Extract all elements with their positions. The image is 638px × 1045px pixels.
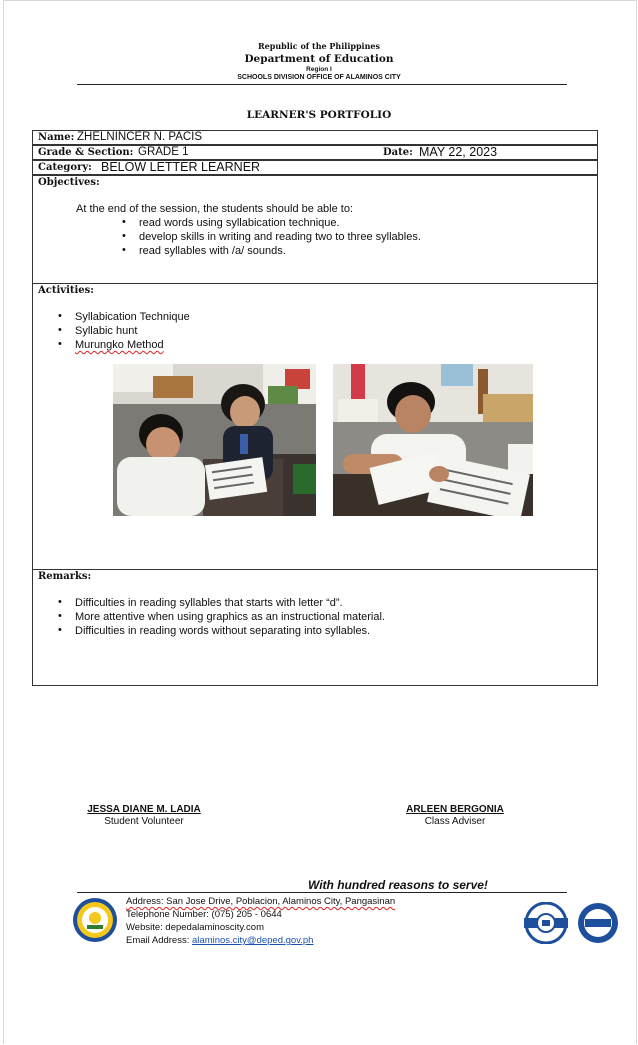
category-label: Category: bbox=[38, 162, 92, 173]
footer-website: Website: depedalaminoscity.com bbox=[126, 922, 264, 933]
header-divider bbox=[77, 84, 567, 85]
remark-item: • Difficulties in reading words without separating into syllables. bbox=[75, 625, 370, 637]
deped-division-seal-icon bbox=[72, 897, 118, 943]
date-label: Date: bbox=[383, 147, 413, 158]
objectives-label: Objectives: bbox=[38, 177, 100, 188]
page-title: LEARNER'S PORTFOLIO bbox=[246, 109, 392, 121]
footer-email bbox=[126, 935, 313, 946]
name-label: Name: bbox=[38, 132, 75, 143]
header-republic: Republic of the Philippines bbox=[257, 41, 380, 51]
iqnet-certification-logo-icon bbox=[577, 902, 619, 944]
student-volunteer-role: Student Volunteer bbox=[104, 816, 184, 827]
header-department: Department of Education bbox=[244, 53, 394, 65]
remark-item: • More attentive when using graphics as an instructional material. bbox=[75, 611, 385, 623]
class-adviser-name: ARLEEN BERGONIA bbox=[406, 804, 504, 815]
activities-label: Activities: bbox=[38, 285, 94, 296]
activity-item: • Syllabic hunt bbox=[75, 325, 137, 337]
student-volunteer-name: JESSA DIANE M. LADIA bbox=[87, 804, 201, 815]
footer-divider bbox=[77, 892, 567, 893]
signature-left bbox=[78, 804, 210, 827]
activity-item: • Syllabication Technique bbox=[75, 311, 190, 323]
header-region: Region I bbox=[306, 66, 332, 73]
footer-address bbox=[126, 896, 395, 907]
quality-certification-logo-icon bbox=[521, 902, 571, 944]
objective-item: • read syllables with /a/ sounds. bbox=[139, 245, 286, 257]
header-division: SCHOOLS DIVISION OFFICE OF ALAMINOS CITY bbox=[237, 74, 401, 81]
footer-motto: With hundred reasons to serve! bbox=[308, 878, 488, 892]
signature-right bbox=[395, 804, 515, 827]
category-row bbox=[32, 160, 598, 175]
objective-item: • develop skills in writing and reading two to three syllables. bbox=[139, 231, 421, 243]
grade-row bbox=[32, 145, 598, 160]
grade-value: GRADE 1 bbox=[138, 146, 189, 158]
name-row bbox=[32, 130, 598, 145]
activity-item-text: Murungko Method bbox=[75, 339, 164, 351]
objectives-section bbox=[32, 175, 598, 284]
name-value: ZHELNINCER N. PACIS bbox=[77, 131, 203, 143]
email-label: Email Address: bbox=[126, 935, 190, 946]
date-value: MAY 22, 2023 bbox=[419, 145, 498, 159]
category-value: BELOW LETTER LEARNER bbox=[101, 160, 261, 174]
remark-item: • Difficulties in reading syllables that starts with letter “d”. bbox=[75, 597, 343, 609]
objective-item: • read words using syllabication technique. bbox=[139, 217, 340, 229]
remarks-label: Remarks: bbox=[38, 571, 92, 582]
activity-item bbox=[75, 339, 164, 351]
tutoring-photo-image bbox=[113, 364, 316, 516]
class-adviser-role: Class Adviser bbox=[424, 816, 486, 827]
objectives-intro: At the end of the session, the students should be able to: bbox=[76, 203, 354, 215]
grade-label: Grade & Section: bbox=[38, 147, 134, 158]
reading-photo-image bbox=[333, 364, 533, 516]
activity-photo-1 bbox=[113, 364, 316, 516]
activities-section bbox=[32, 283, 598, 570]
activity-photo-2 bbox=[333, 364, 533, 516]
email-link[interactable]: alaminos.city@deped.gov.ph bbox=[192, 935, 314, 946]
address-text: Address: San Jose Drive, Poblacion, Alaminos City, Pangasinan bbox=[126, 896, 396, 907]
remarks-section bbox=[32, 569, 598, 686]
footer-telephone: Telephone Number: (075) 205 - 0644 bbox=[126, 909, 282, 920]
